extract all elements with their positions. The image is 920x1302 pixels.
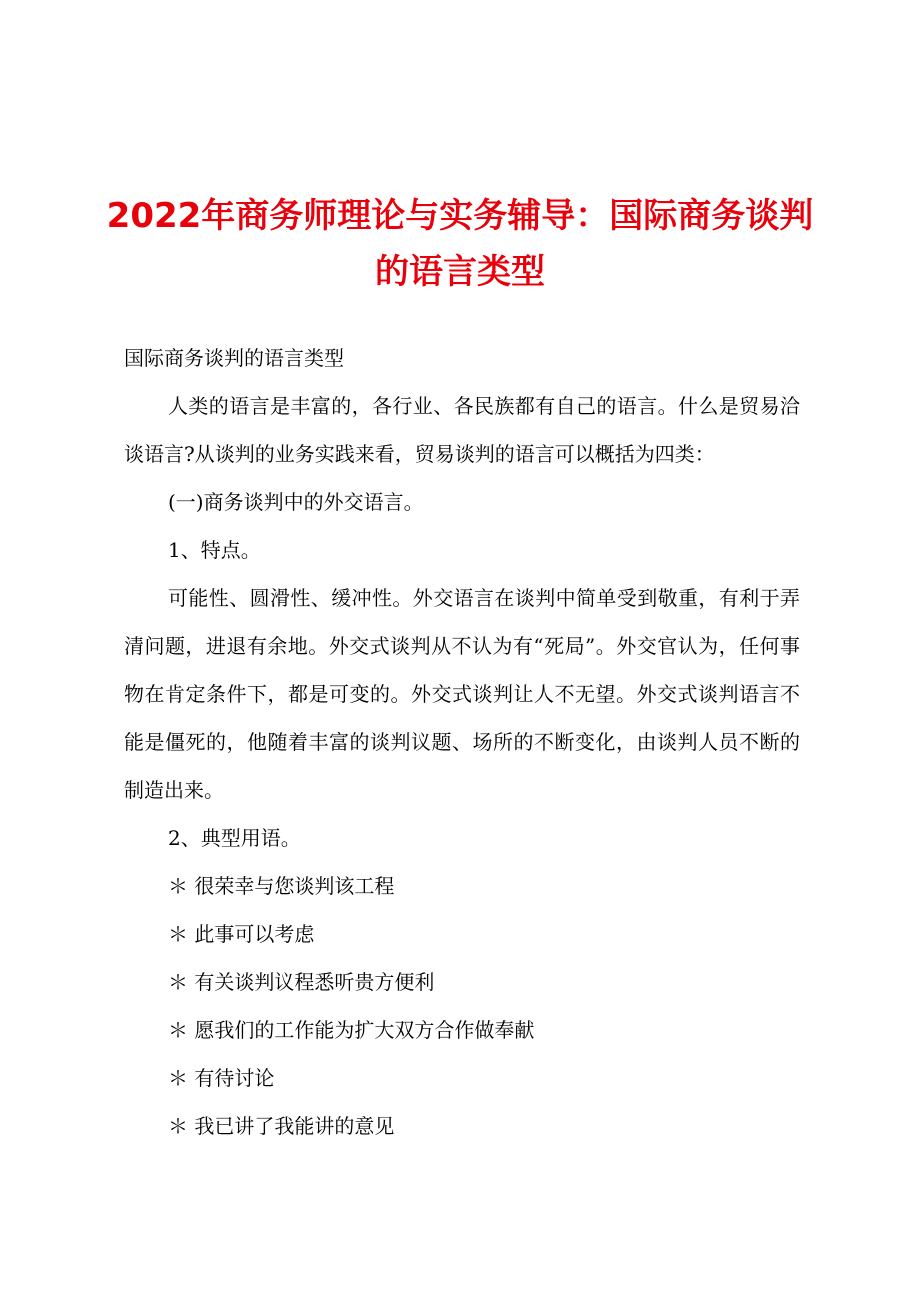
phrase-item: ＊ 我已讲了我能讲的意见 — [168, 1114, 395, 1138]
subheading: 国际商务谈判的语言类型 — [124, 346, 344, 370]
document-body — [124, 334, 800, 1150]
intro-paragraph: 人类的语言是丰富的，各行业、各民族都有自己的语言。什么是贸易洽谈语言?从谈判的业务实践来看，贸易谈判的语言可以概括为四类： — [124, 394, 800, 466]
phrase-item: ＊ 此事可以考虑 — [168, 922, 315, 946]
point2-heading: 2、典型用语。 — [168, 826, 301, 850]
phrase-item: ＊ 有关谈判议程悉听贵方便利 — [168, 970, 435, 994]
document-title: 2022年商务师理论与实务辅导：国际商务谈判的语言类型 — [106, 196, 814, 292]
section-heading: (一)商务谈判中的外交语言。 — [168, 490, 424, 514]
point1-body: 可能性、圆滑性、缓冲性。外交语言在谈判中简单受到敬重，有利于弄清问题，进退有余地。外交式谈判从不认为有“死局”。外交官认为，任何事物在肯定条件下，都是可变的。外交式谈判让人不无望。外交式谈判语言不能是僵死的，他随着丰富的谈判议题、场所的不断变化，由谈判人员不断的制造出来。 — [124, 586, 800, 802]
phrase-item: ＊ 很荣幸与您谈判该工程 — [168, 874, 395, 898]
phrase-item: ＊ 愿我们的工作能为扩大双方合作做奉献 — [168, 1018, 535, 1042]
phrase-item: ＊ 有待讨论 — [168, 1066, 275, 1090]
point1-heading: 1、特点。 — [168, 538, 261, 562]
